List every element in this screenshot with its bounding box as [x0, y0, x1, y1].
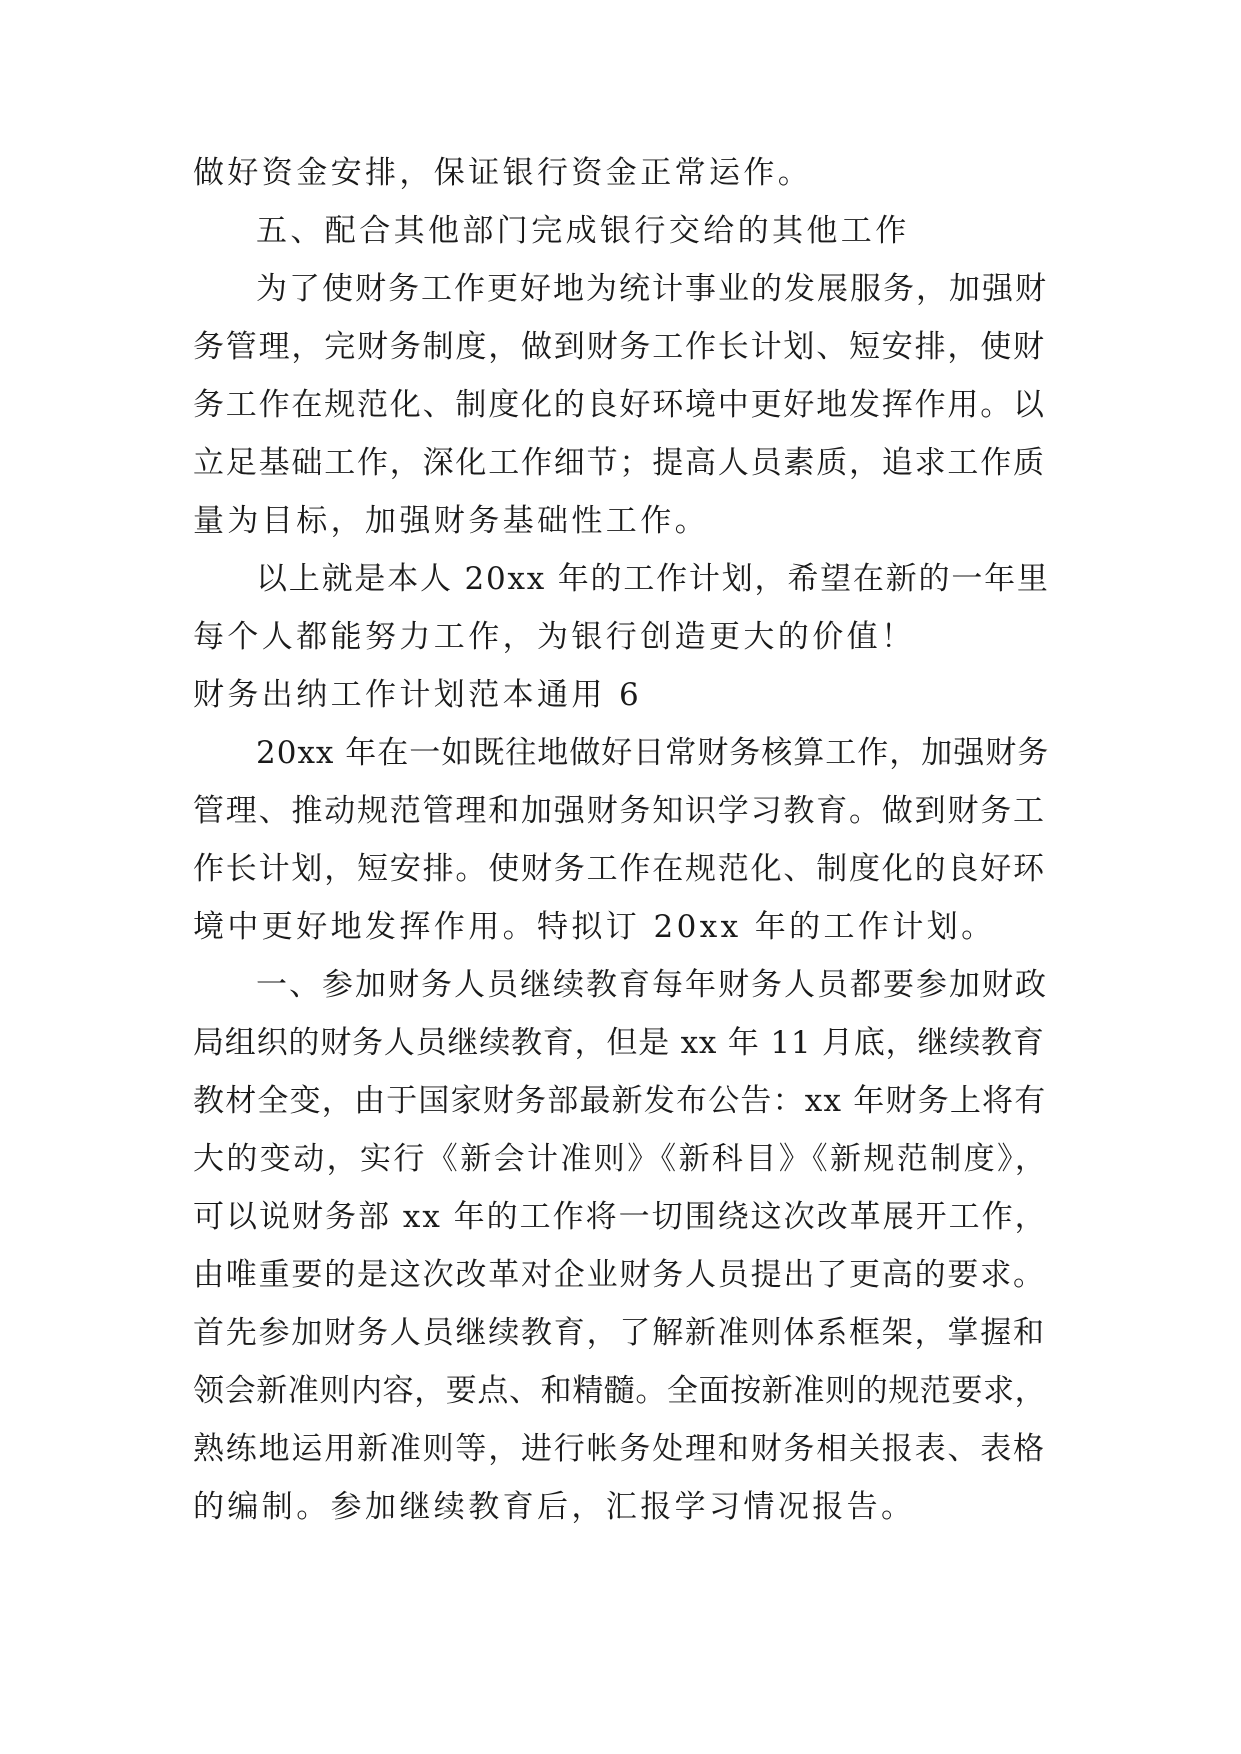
- text-line: 境中更好地发挥作用。特拟订 20xx 年的工作计划。: [193, 909, 996, 945]
- text-line: 作长计划，短安排。使财务工作在规范化、制度化的良好环: [193, 851, 1046, 887]
- text-line: 由唯重要的是这次改革对企业财务人员提出了更高的要求。: [193, 1257, 1046, 1293]
- text-line: 的编制。参加继续教育后，汇报学习情况报告。: [193, 1489, 916, 1525]
- text-line: 局组织的财务人员继续教育，但是 xx 年 11 月底，继续教育: [193, 1025, 1045, 1061]
- text-line: 领会新准则内容，要点、和精髓。全面按新准则的规范要求，: [193, 1373, 1047, 1409]
- text-line: 量为目标，加强财务基础性工作。: [193, 503, 709, 539]
- text-line: 做好资金安排，保证银行资金正常运作。: [193, 155, 813, 191]
- text-line: 大的变动，实行《新会计准则》《新科目》《新规范制度》，: [193, 1141, 1049, 1177]
- section-heading: 五、配合其他部门完成银行交给的其他工作: [256, 213, 910, 249]
- text-line: 以上就是本人 20xx 年的工作计划，希望在新的一年里: [256, 561, 1050, 597]
- text-line: 教材全变，由于国家财务部最新发布公告：xx 年财务上将有: [193, 1083, 1047, 1119]
- text-line: 一、参加财务人员继续教育每年财务人员都要参加财政: [256, 967, 1048, 1003]
- text-line: 立足基础工作，深化工作细节；提高人员素质，追求工作质: [193, 445, 1046, 481]
- text-line: 20xx 年在一如既往地做好日常财务核算工作，加强财务: [256, 735, 1050, 771]
- text-line: 熟练地运用新准则等，进行帐务处理和财务相关报表、表格: [193, 1431, 1046, 1467]
- text-line: 可以说财务部 xx 年的工作将一切围绕这次改革展开工作，: [193, 1199, 1048, 1235]
- text-line: 务工作在规范化、制度化的良好环境中更好地发挥作用。以: [193, 387, 1046, 423]
- text-line: 管理、推动规范管理和加强财务知识学习教育。做到财务工: [193, 793, 1046, 829]
- text-line: 首先参加财务人员继续教育，了解新准则体系框架，掌握和: [193, 1315, 1046, 1351]
- text-line: 每个人都能努力工作，为银行创造更大的价值！: [193, 619, 916, 655]
- text-line: 务管理，完财务制度，做到财务工作长计划、短安排，使财: [193, 329, 1046, 365]
- document-title: 财务出纳工作计划范本通用 6: [193, 677, 643, 713]
- text-line: 为了使财务工作更好地为统计事业的发展服务，加强财: [256, 271, 1048, 307]
